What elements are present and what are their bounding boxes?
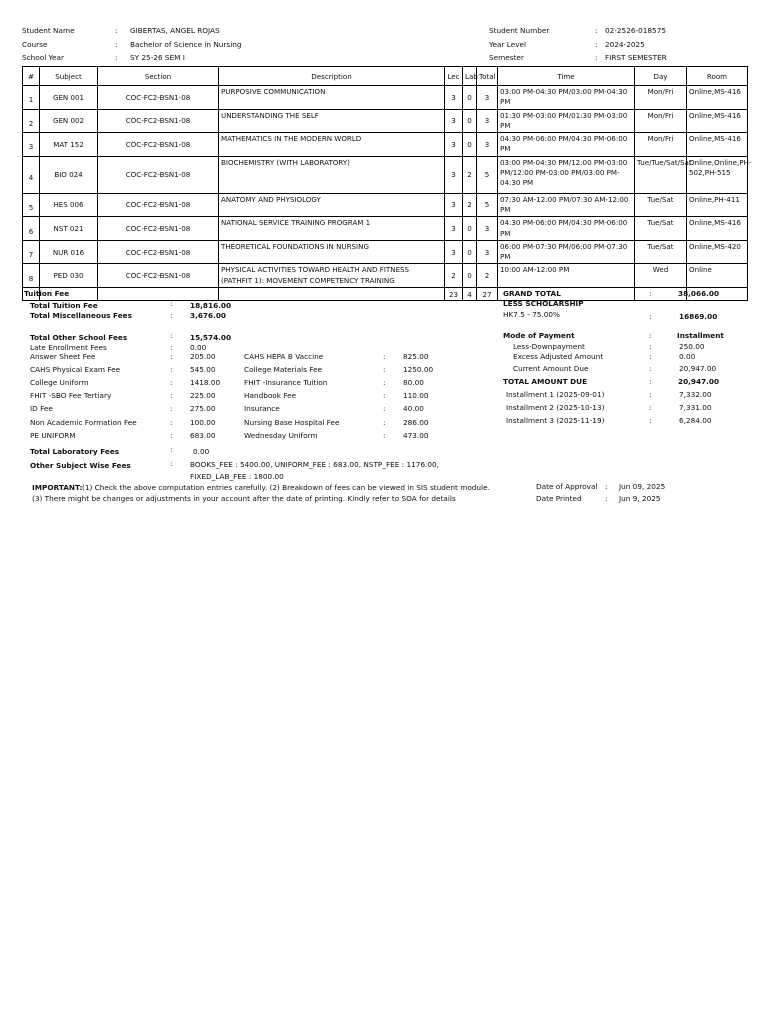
colon: : [595, 26, 598, 35]
colon: : [649, 403, 652, 412]
room-cell: Online [687, 264, 748, 288]
time-cell: 01:30 PM-03:00 PM/01:30 PM-03:00 PM [498, 109, 635, 133]
time-cell: 03:00 PM-04:30 PM/12:00 PM-03:00 PM/12:00 PM-03:00 PM/03:00 PM-04:30 PM [498, 156, 635, 193]
room-cell: Online,MS-416 [687, 133, 748, 157]
num-cell: 7 [23, 240, 40, 264]
colon: : [595, 53, 598, 62]
colon: : [170, 299, 173, 308]
school-year-value: SY 25-26 SEM I [130, 53, 185, 62]
subject-cell: NUR 016 [40, 240, 98, 264]
other-fee-value: 40.00 [403, 404, 424, 413]
table-row [23, 109, 748, 133]
column-header: Room [687, 67, 748, 86]
colon: : [383, 404, 386, 413]
other-fee-label: ID Fee [30, 404, 53, 413]
installment-value: 7,331.00 [679, 403, 712, 412]
other-fee-label: College Uniform [30, 378, 89, 387]
total-cell: 3 [477, 109, 498, 133]
day-cell: Wed [635, 264, 687, 288]
colon: : [383, 352, 386, 361]
less-scholarship-label: LESS SCHOLARSHIP [503, 299, 584, 308]
colon: : [383, 378, 386, 387]
other-fee-label: Handbook Fee [244, 391, 297, 400]
other-fee-label: Wednesday Uniform [244, 431, 318, 440]
total-other-value: 15,574.00 [190, 333, 232, 342]
other-fee-label: Non Academic Formation Fee [30, 418, 137, 427]
column-header: # [23, 67, 40, 86]
lec-cell: 3 [445, 156, 463, 193]
student-number-value: 02-2526-018575 [605, 26, 666, 35]
colon: : [170, 365, 173, 374]
colon: : [170, 331, 173, 340]
other-fee-label: CAHS HEPA B Vaccine [244, 352, 324, 361]
other-fee-label: PE UNIFORM [30, 431, 76, 440]
room-cell: Online,Online,PH-502,PH-515 [687, 156, 748, 193]
colon: : [170, 418, 173, 427]
room-cell: Online,MS-420 [687, 240, 748, 264]
colon: : [115, 53, 118, 62]
table-row [23, 156, 748, 193]
lec-cell: 3 [445, 240, 463, 264]
other-fee-label: FHIT -Insurance Tuition [244, 378, 328, 387]
colon: : [649, 390, 652, 399]
total-cell: 5 [477, 156, 498, 193]
installment-label: Installment 1 (2025-09-01) [506, 390, 605, 399]
less-downpayment-label: Less-Downpayment [513, 342, 585, 351]
time-cell: 03:00 PM-04:30 PM/03:00 PM-04:30 PM [498, 86, 635, 110]
year-level-label: Year Level [489, 40, 527, 49]
num-cell: 5 [23, 193, 40, 217]
other-fee-value: 473.00 [403, 431, 429, 440]
installment-label: Installment 2 (2025-10-13) [506, 403, 605, 412]
section-cell: COC-FC2-BSN1-08 [98, 109, 219, 133]
description-cell: UNDERSTANDING THE SELF [219, 109, 445, 133]
time-cell: 07:30 AM-12:00 PM/07:30 AM-12:00 PM [498, 193, 635, 217]
total-lab-cell: 4 [463, 288, 477, 301]
colon: : [595, 40, 598, 49]
lec-cell: 3 [445, 109, 463, 133]
other-subject-label: Other Subject Wise Fees [30, 461, 131, 470]
scholarship-hk-label: HK7.5 - 75.00% [503, 310, 560, 319]
installment-value: 7,332.00 [679, 390, 712, 399]
colon: : [170, 459, 173, 468]
mode-of-payment-value: Installment [677, 331, 724, 340]
other-subject-value-line2: FIXED_LAB_FEE : 1800.00 [190, 472, 284, 481]
school-year-label: School Year [22, 53, 64, 62]
day-cell: Mon/Fri [635, 86, 687, 110]
num-cell: 4 [23, 156, 40, 193]
colon: : [649, 289, 652, 298]
table-row [23, 217, 748, 241]
column-header: Total [477, 67, 498, 86]
other-fee-value: 1418.00 [190, 378, 221, 387]
total-lec-cell: 23 [445, 288, 463, 301]
subject-cell: NST 021 [40, 217, 98, 241]
other-fee-label: CAHS Physical Exam Fee [30, 365, 121, 374]
total-cell: 3 [477, 133, 498, 157]
colon: : [170, 391, 173, 400]
important-line2: (3) There might be changes or adjustments in your account after the date of printing. Kindly refer to SOA for details [32, 494, 456, 503]
other-fee-value: 683.00 [190, 431, 216, 440]
section-cell: COC-FC2-BSN1-08 [98, 240, 219, 264]
other-fee-value: 0.00 [190, 343, 207, 352]
day-cell: Tue/Sat [635, 193, 687, 217]
day-cell: Tue/Tue/Sat/Sat [635, 156, 687, 193]
lab-cell: 2 [463, 156, 477, 193]
total-tuition-value: 18,816.00 [190, 301, 232, 310]
other-fee-value: 110.00 [403, 391, 429, 400]
column-header: Lec [445, 67, 463, 86]
less-downpayment-value: 250.00 [679, 342, 705, 351]
total-cell: 3 [477, 217, 498, 241]
colon: : [383, 431, 386, 440]
section-cell: COC-FC2-BSN1-08 [98, 264, 219, 288]
colon: : [170, 445, 173, 454]
important-line1: (1) Check the above computation entries carefully. (2) Breakdown of fees can be viewed in SIS student module. [82, 483, 490, 492]
excess-adjusted-label: Excess Adjusted Amount [513, 352, 604, 361]
description-cell: PHYSICAL ACTIVITIES TOWARD HEALTH AND FITNESS (PATHFIT 1): MOVEMENT COMPETENCY TRAINING [219, 264, 445, 288]
column-header: Subject [40, 67, 98, 86]
date-printed-value: Jun 9, 2025 [619, 494, 661, 503]
other-fee-value: 1250.00 [403, 365, 434, 374]
current-amount-value: 20,947.00 [679, 364, 717, 373]
other-fee-value: 205.00 [190, 352, 216, 361]
mode-of-payment-label: Mode of Payment [503, 331, 575, 340]
other-fee-value: 545.00 [190, 365, 216, 374]
colon: : [649, 377, 652, 386]
other-fee-label: Nursing Base Hospital Fee [244, 418, 340, 427]
subject-cell: HES 006 [40, 193, 98, 217]
total-misc-label: Total Miscellaneous Fees [30, 311, 132, 320]
time-cell: 06:00 PM-07:30 PM/06:00 PM-07:30 PM [498, 240, 635, 264]
day-cell: Mon/Fri [635, 109, 687, 133]
scholarship-hk-value: 16869.00 [679, 312, 718, 321]
total-misc-value: 3,676.00 [190, 311, 227, 320]
column-header: Lab [463, 67, 477, 86]
table-row [23, 240, 748, 264]
time-cell: 10:00 AM-12:00 PM [498, 264, 635, 288]
section-cell: COC-FC2-BSN1-08 [98, 193, 219, 217]
column-header: Section [98, 67, 219, 86]
empty-cell [98, 288, 219, 301]
total-cell: 3 [477, 86, 498, 110]
room-cell: Online,PH-411 [687, 193, 748, 217]
section-cell: COC-FC2-BSN1-08 [98, 217, 219, 241]
lab-cell: 0 [463, 109, 477, 133]
num-cell: 1 [23, 86, 40, 110]
description-cell: NATIONAL SERVICE TRAINING PROGRAM 1 [219, 217, 445, 241]
colon: : [170, 311, 173, 320]
colon: : [605, 494, 608, 503]
colon: : [115, 40, 118, 49]
description-cell: ANATOMY AND PHYSIOLOGY [219, 193, 445, 217]
other-fee-label: College Materials Fee [244, 365, 323, 374]
total-total-cell: 27 [477, 288, 498, 301]
lec-cell: 3 [445, 133, 463, 157]
current-amount-label: Current Amount Due [513, 364, 589, 373]
colon: : [170, 404, 173, 413]
day-cell: Tue/Sat [635, 217, 687, 241]
lec-cell: 3 [445, 86, 463, 110]
lec-cell: 3 [445, 217, 463, 241]
description-cell: THEORETICAL FOUNDATIONS IN NURSING [219, 240, 445, 264]
column-header: Day [635, 67, 687, 86]
date-approval-label: Date of Approval [536, 482, 598, 491]
total-lab-value: 0.00 [193, 447, 210, 456]
total-lab-label: Total Laboratory Fees [30, 447, 120, 456]
year-level-value: 2024-2025 [605, 40, 645, 49]
room-cell: Online,MS-416 [687, 109, 748, 133]
colon: : [649, 331, 652, 340]
table-row [23, 133, 748, 157]
total-amount-due-label: TOTAL AMOUNT DUE [503, 377, 588, 386]
description-cell: MATHEMATICS IN THE MODERN WORLD [219, 133, 445, 157]
colon: : [170, 343, 173, 352]
colon: : [383, 418, 386, 427]
other-fee-value: 100.00 [190, 418, 216, 427]
colon: : [383, 365, 386, 374]
other-fee-value: 825.00 [403, 352, 429, 361]
totals-row [23, 288, 748, 301]
colon: : [170, 431, 173, 440]
section-cell: COC-FC2-BSN1-08 [98, 156, 219, 193]
num-cell: 8 [23, 264, 40, 288]
column-header: Time [498, 67, 635, 86]
excess-adjusted-value: 0.00 [679, 352, 696, 361]
lab-cell: 0 [463, 133, 477, 157]
description-cell: PURPOSIVE COMMUNICATION [219, 86, 445, 110]
date-approval-value: Jun 09, 2025 [619, 482, 666, 491]
colon: : [383, 391, 386, 400]
colon: : [115, 26, 118, 35]
table-row [23, 193, 748, 217]
course-label: Course [22, 40, 48, 49]
other-subject-value-line1: BOOKS_FEE : 5400.00, UNIFORM_FEE : 683.00, NSTP_FEE : 1176.00, [190, 460, 439, 469]
schedule-table [22, 66, 752, 301]
section-cell: COC-FC2-BSN1-08 [98, 86, 219, 110]
total-cell: 2 [477, 264, 498, 288]
grand-total-label: GRAND TOTAL [503, 289, 561, 298]
colon: : [605, 482, 608, 491]
student-number-label: Student Number [489, 26, 550, 35]
section-cell: COC-FC2-BSN1-08 [98, 133, 219, 157]
tuition-heading: Tuition Fee [24, 289, 70, 298]
subject-cell: MAT 152 [40, 133, 98, 157]
table-header-row [23, 67, 748, 86]
num-cell: 2 [23, 109, 40, 133]
colon: : [170, 378, 173, 387]
lab-cell: 0 [463, 217, 477, 241]
subject-cell: BIO 024 [40, 156, 98, 193]
lec-cell: 3 [445, 193, 463, 217]
colon: : [649, 312, 652, 321]
subject-cell: PED 030 [40, 264, 98, 288]
lab-cell: 0 [463, 240, 477, 264]
room-cell: Online,MS-416 [687, 217, 748, 241]
semester-value: FIRST SEMESTER [605, 53, 667, 62]
day-cell: Tue/Sat [635, 240, 687, 264]
subject-cell: GEN 002 [40, 109, 98, 133]
num-cell: 6 [23, 217, 40, 241]
time-cell: 04:30 PM-06:00 PM/04:30 PM-06:00 PM [498, 217, 635, 241]
date-printed-label: Date Printed [536, 494, 582, 503]
other-fee-label: Late Enrollment Fees [30, 343, 107, 352]
colon: : [649, 342, 652, 351]
day-cell: Mon/Fri [635, 133, 687, 157]
table-row [23, 264, 748, 288]
column-header: Description [219, 67, 445, 86]
empty-cell [219, 288, 445, 301]
other-fee-value: 80.00 [403, 378, 424, 387]
student-name-label: Student Name [22, 26, 75, 35]
semester-label: Semester [489, 53, 524, 62]
grand-total-value: 38,066.00 [678, 289, 720, 298]
other-fee-value: 275.00 [190, 404, 216, 413]
colon: : [649, 364, 652, 373]
colon: : [170, 352, 173, 361]
lab-cell: 0 [463, 86, 477, 110]
total-cell: 5 [477, 193, 498, 217]
installment-value: 6,284.00 [679, 416, 712, 425]
total-tuition-label: Total Tuition Fee [30, 301, 98, 310]
colon: : [649, 352, 652, 361]
other-fee-value: 286.00 [403, 418, 429, 427]
total-amount-due-value: 20,947.00 [678, 377, 720, 386]
table-row [23, 86, 748, 110]
lec-cell: 2 [445, 264, 463, 288]
important-label: IMPORTANT: [32, 483, 83, 492]
student-name-value: GIBERTAS, ANGEL ROJAS [130, 26, 220, 35]
course-value: Bachelor of Science in Nursing [130, 40, 242, 49]
total-cell: 3 [477, 240, 498, 264]
num-cell: 3 [23, 133, 40, 157]
other-fee-label: Answer Sheet Fee [30, 352, 96, 361]
other-fee-label: FHIT -SBO Fee Tertiary [30, 391, 112, 400]
description-cell: BIOCHEMISTRY (WITH LABORATORY) [219, 156, 445, 193]
total-other-label: Total Other School Fees [30, 333, 128, 342]
other-fee-label: Insurance [244, 404, 280, 413]
subject-cell: GEN 001 [40, 86, 98, 110]
time-cell: 04:30 PM-06:00 PM/04:30 PM-06:00 PM [498, 133, 635, 157]
other-fee-value: 225.00 [190, 391, 216, 400]
room-cell: Online,MS-416 [687, 86, 748, 110]
lab-cell: 2 [463, 193, 477, 217]
colon: : [649, 416, 652, 425]
installment-label: Installment 3 (2025-11-19) [506, 416, 605, 425]
lab-cell: 0 [463, 264, 477, 288]
